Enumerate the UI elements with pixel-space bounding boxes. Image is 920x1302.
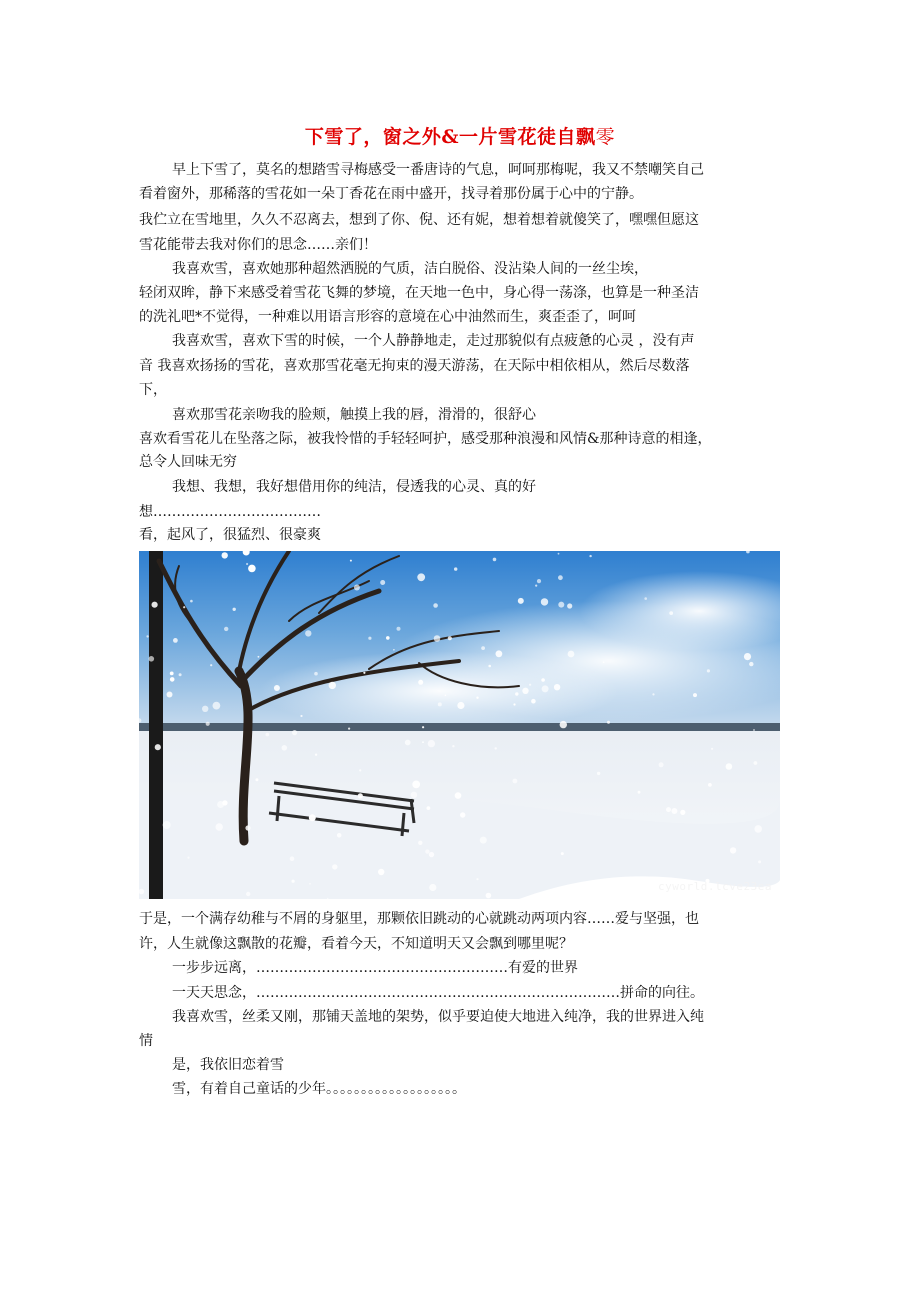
snowflake xyxy=(486,893,492,899)
snowflake xyxy=(481,646,485,650)
snowflake xyxy=(560,721,567,728)
snowflake xyxy=(659,762,664,767)
paragraph-line: 早上下雪了，莫名的想踏雪寻梅感受一番唐诗的气息，呵呵那梅呢，我又不禁嘲笑自己 xyxy=(172,162,704,178)
snowflake xyxy=(245,825,250,830)
snowflake xyxy=(513,703,515,705)
snowflake xyxy=(518,598,524,604)
snowflake xyxy=(522,688,528,694)
snowflake xyxy=(730,847,736,853)
paragraph-line: 轻闭双眸，静下来感受着雪花飞舞的梦境，在天地一色中，身心得一荡涤，也算是一种圣洁 xyxy=(139,285,699,301)
snowflake xyxy=(418,841,422,845)
snowflake xyxy=(425,849,429,853)
snowflake xyxy=(434,635,441,642)
snowflake xyxy=(476,878,478,880)
snowflake xyxy=(363,672,365,674)
snowflake xyxy=(183,606,185,608)
snowflake xyxy=(754,825,762,833)
snowflake xyxy=(541,678,545,682)
snowflake xyxy=(314,672,318,676)
snow-scene-graphic xyxy=(139,551,780,899)
snowflake xyxy=(405,740,411,746)
snowflake xyxy=(155,744,161,750)
paragraph-line: 音 我喜欢扬扬的雪花，喜欢那雪花毫无拘束的漫天游荡，在天际中相依相从，然后尽数落 xyxy=(139,358,690,374)
snowflake xyxy=(476,697,478,699)
snowflake xyxy=(693,693,697,697)
snowflake xyxy=(558,602,564,608)
snowflake xyxy=(726,763,733,770)
snowflake xyxy=(455,792,462,799)
snowflake xyxy=(202,706,208,712)
snowflake xyxy=(495,747,497,749)
snowflake xyxy=(758,860,761,863)
snowflake xyxy=(309,814,316,821)
snowflake xyxy=(255,778,258,781)
snowflake xyxy=(652,693,654,695)
snowflake xyxy=(452,745,454,747)
snowflake xyxy=(589,555,591,557)
snowflake xyxy=(541,598,548,605)
paragraph-line: 看着窗外，那稀落的雪花如一朵丁香花在雨中盛开，找寻着那份属于心中的宁静。 xyxy=(139,186,643,202)
snowflake xyxy=(170,677,175,682)
snowflake xyxy=(531,699,536,704)
snowflake xyxy=(496,650,503,657)
snowflake xyxy=(542,685,549,692)
snowflake xyxy=(309,883,311,885)
snowflake xyxy=(292,880,295,883)
snowflake xyxy=(412,781,420,789)
paragraph-line: 于是，一个满存幼稚与不屑的身躯里，那颗依旧跳动的心就跳动两项内容……爱与坚强，也 xyxy=(139,911,699,927)
paragraph-line: 我想、我想，我好想借用你的纯洁，侵透我的心灵、真的好 xyxy=(172,479,536,495)
snowflake xyxy=(597,772,600,775)
snowflake xyxy=(428,740,435,747)
snowflake xyxy=(448,636,452,640)
paragraph-line: 的洗礼吧*不觉得，一种难以用语言形容的意境在心中油然而生，爽歪歪了，呵呵 xyxy=(139,309,636,325)
snowflake xyxy=(163,821,171,829)
snowflake xyxy=(708,783,712,787)
snowflake xyxy=(711,748,713,750)
paragraph-line: 喜欢那雪花亲吻我的脸颊，触摸上我的唇，滑滑的，很舒心 xyxy=(172,407,536,423)
snowflake xyxy=(417,573,425,581)
page-title xyxy=(0,122,920,149)
snowflake xyxy=(568,651,575,658)
snowflake xyxy=(266,733,270,737)
snowflake xyxy=(488,665,491,668)
snowflake xyxy=(179,673,182,676)
snowflake xyxy=(354,585,360,591)
snowflake xyxy=(513,779,518,784)
snowflake xyxy=(213,702,221,710)
snowflake xyxy=(233,608,236,611)
snowflake xyxy=(149,656,155,662)
snowflake xyxy=(173,638,178,643)
title-main: 下雪了，窗之外&一片雪花徒自飘 xyxy=(304,126,596,148)
snowflake xyxy=(358,793,363,798)
snowflake xyxy=(170,672,174,676)
snowflake xyxy=(350,560,352,562)
snowflake xyxy=(480,837,487,844)
snowflake xyxy=(457,702,464,709)
snowflake xyxy=(438,702,442,706)
snowflake xyxy=(305,630,311,636)
snowflake xyxy=(433,603,438,608)
snowflake xyxy=(274,685,280,691)
snowflake xyxy=(332,864,337,869)
paragraph-line: 总令人回味无穷 xyxy=(139,454,237,470)
snowflake xyxy=(380,580,385,585)
snowflake xyxy=(418,680,423,685)
paragraph-line: 一步步远离，………………………………………………有爱的世界 xyxy=(172,960,578,976)
snowflake xyxy=(315,754,317,756)
snowflake xyxy=(422,726,424,728)
snowflake xyxy=(411,792,418,799)
paragraph-line: 我喜欢雪，喜欢下雪的时候，一个人静静地走，走过那貌似有点疲惫的心灵 ，没有声 xyxy=(172,333,695,349)
snowflake xyxy=(246,563,248,565)
snowflake xyxy=(493,558,497,562)
snowflake xyxy=(744,653,751,660)
snowflake xyxy=(359,769,361,771)
snowflake xyxy=(680,810,685,815)
snowflake xyxy=(300,715,302,717)
snowflake xyxy=(644,597,647,600)
paragraph-line: 我喜欢雪，喜欢她那种超然洒脱的气质，洁白脱俗、没沾染人间的一丝尘埃， xyxy=(172,261,648,277)
snowflake xyxy=(558,553,560,555)
snowflake xyxy=(292,730,297,735)
paragraph-line: 一天天思念，……………………………………………………………………拼命的向往。 xyxy=(172,985,704,1001)
snowflake xyxy=(222,552,228,558)
snowflake xyxy=(515,692,518,695)
snowflake xyxy=(427,806,431,810)
title-last: 零 xyxy=(595,126,616,148)
snowflake xyxy=(429,884,436,891)
snowflake xyxy=(152,602,158,608)
snowflake xyxy=(393,649,395,651)
snowflake xyxy=(558,575,563,580)
snowflake xyxy=(224,627,228,631)
snowflake xyxy=(707,669,710,672)
snowflake xyxy=(290,856,295,861)
snowflake xyxy=(537,579,541,583)
paragraph-line: 看，起风了，很猛烈、很豪爽 xyxy=(139,527,321,543)
paragraph-line: 雪，有着自己童话的少年。。。。。。。。。。。。。。。。。。。 xyxy=(172,1081,466,1097)
paragraph-line: 雪花能带去我对你们的思念……亲们！ xyxy=(139,237,377,253)
snowflake xyxy=(216,823,223,830)
snow-landscape-image xyxy=(139,551,780,899)
snowflake xyxy=(638,791,641,794)
snowflake xyxy=(246,892,250,896)
image-watermark: cyworld.lcve23ea xyxy=(658,880,772,893)
snowflake xyxy=(607,721,610,724)
snowflake xyxy=(378,869,384,875)
snowflake xyxy=(753,729,755,731)
snowflake xyxy=(567,603,572,608)
snowflake xyxy=(386,636,390,640)
snowflake xyxy=(190,600,193,603)
snowflake xyxy=(460,812,465,817)
snowflake xyxy=(348,728,350,730)
paragraph-line: 许，人生就像这飘散的花瓣，看着今天，不知道明天又会飘到哪里呢？ xyxy=(139,936,573,952)
snowflake xyxy=(167,692,173,698)
snowflake xyxy=(554,684,560,690)
snowflake xyxy=(258,656,260,658)
snowflake xyxy=(429,852,434,857)
snowflake xyxy=(454,567,457,570)
snowflake xyxy=(669,611,673,615)
snowflake xyxy=(529,684,531,686)
paragraph-line: 是，我依旧恋着雪 xyxy=(172,1057,284,1073)
snowflake xyxy=(248,565,256,573)
paragraph-line: 想……………………………… xyxy=(139,504,321,520)
snowflake xyxy=(666,807,671,812)
snowflake xyxy=(146,635,148,637)
snowflake xyxy=(603,661,605,663)
snowflake xyxy=(754,761,758,765)
paragraph-line: 我伫立在雪地里，久久不忍离去，想到了你、倪、还有妮，想着想着就傻笑了，嘿嘿但愿这 xyxy=(139,212,699,228)
snowflake xyxy=(210,664,212,666)
snowflake xyxy=(187,857,189,859)
snowflake xyxy=(206,722,210,726)
snowflake xyxy=(671,808,677,814)
snowflake xyxy=(445,695,447,697)
snowflake xyxy=(368,637,371,640)
snowflake xyxy=(222,800,227,805)
snowflake xyxy=(337,833,342,838)
paragraph-line: 情 xyxy=(139,1033,153,1049)
snowflake xyxy=(561,852,564,855)
snowflake xyxy=(422,741,424,743)
paragraph-line: 喜欢看雪花儿在坠落之际，被我怜惜的手轻轻呵护，感受那种浪漫和风情&那种诗意的相逢， xyxy=(139,431,712,447)
snowflake xyxy=(749,662,753,666)
paragraph-line: 下， xyxy=(139,382,167,398)
snowflake xyxy=(282,745,288,751)
snowflake xyxy=(329,682,336,689)
paragraph-line: 我喜欢雪，丝柔又刚，那铺天盖地的架势，似乎要迫使大地进入纯净，我的世界进入纯 xyxy=(172,1009,704,1025)
snowflake xyxy=(535,585,537,587)
snowflake xyxy=(397,627,401,631)
